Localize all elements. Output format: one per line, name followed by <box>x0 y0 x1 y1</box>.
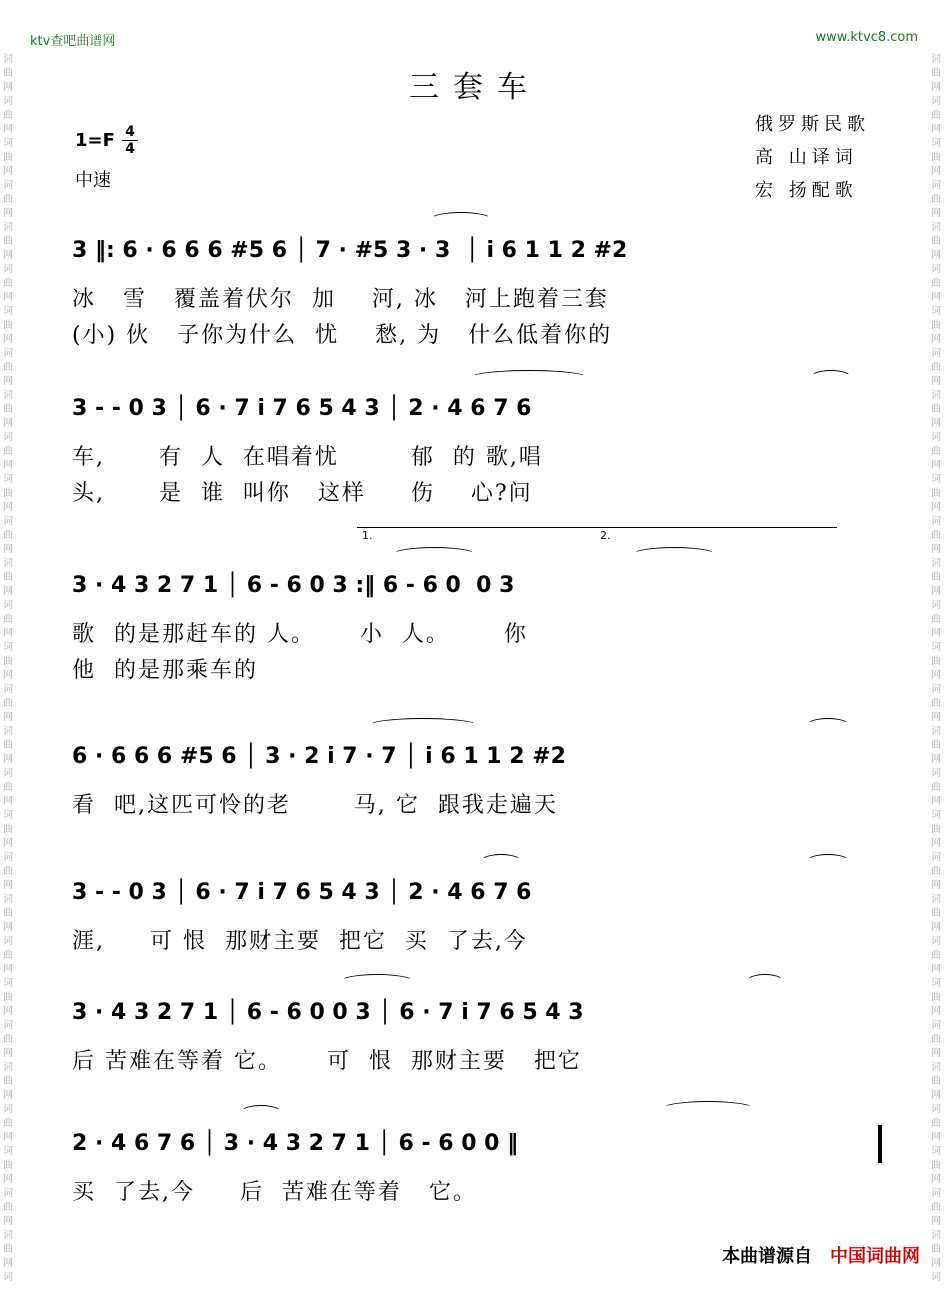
volta-second: 2. <box>600 529 611 542</box>
watermark-glyph: 词 <box>3 894 13 905</box>
watermark-glyph: 网 <box>931 628 941 639</box>
watermark-glyph: 网 <box>931 166 941 177</box>
watermark-glyph: 曲 <box>3 68 13 79</box>
watermark-glyph: 网 <box>3 166 13 177</box>
watermark-glyph: 曲 <box>931 362 941 373</box>
watermark-glyph: 曲 <box>931 782 941 793</box>
slur <box>806 718 850 733</box>
watermark-glyph: 网 <box>931 586 941 597</box>
lyric-line: 涯, 可 恨 那财主要 把它 买 了去,今 <box>72 929 528 954</box>
watermark-glyph: 曲 <box>3 1076 13 1087</box>
watermark-glyph: 曲 <box>3 698 13 709</box>
watermark-glyph: 网 <box>3 1174 13 1185</box>
watermark-glyph: 网 <box>3 544 13 555</box>
watermark-glyph: 曲 <box>931 740 941 751</box>
watermark-glyph: 网 <box>3 82 13 93</box>
watermark-glyph: 词 <box>931 1146 941 1157</box>
watermark-glyph: 网 <box>3 376 13 387</box>
watermark-glyph: 词 <box>3 516 13 527</box>
watermark-glyph: 曲 <box>3 194 13 205</box>
watermark-glyph: 网 <box>931 1258 941 1269</box>
notation-line: 3 - - 0 3 │ 6 · 7 i 7 6 5 4 3 │ 2 · 4 6 7 6 <box>72 880 532 905</box>
left-watermark-strip <box>0 0 22 1292</box>
watermark-glyph: 曲 <box>931 68 941 79</box>
notation-line: 2 · 4 6 7 6 │ 3 · 4 3 2 7 1 │ 6 - 6 0 0 ‖ <box>72 1131 519 1156</box>
lyric-line-verse-2: 头, 是 谁 叫你 这样 伤 心?问 <box>72 481 533 506</box>
watermark-glyph: 词 <box>3 558 13 569</box>
watermark-glyph: 词 <box>931 600 941 611</box>
slur <box>632 547 716 562</box>
watermark-glyph: 曲 <box>3 656 13 667</box>
watermark-glyph: 网 <box>931 82 941 93</box>
watermark-glyph: 词 <box>3 642 13 653</box>
watermark-glyph: 网 <box>3 670 13 681</box>
watermark-glyph: 词 <box>3 474 13 485</box>
watermark-glyph: 曲 <box>3 1244 13 1255</box>
watermark-glyph: 词 <box>931 894 941 905</box>
watermark-glyph: 词 <box>931 306 941 317</box>
watermark-glyph: 曲 <box>3 572 13 583</box>
watermark-glyph: 网 <box>3 1216 13 1227</box>
watermark-glyph: 网 <box>3 796 13 807</box>
watermark-glyph: 词 <box>931 684 941 695</box>
volta-first: 1. <box>362 529 373 542</box>
notation-line: 3 · 4 3 2 7 1 │ 6 - 6 0 3 :‖ 6 - 6 0 0 3 <box>72 573 515 598</box>
watermark-glyph: 网 <box>931 250 941 261</box>
watermark-glyph: 曲 <box>3 782 13 793</box>
watermark-glyph: 网 <box>931 334 941 345</box>
watermark-glyph: 词 <box>3 726 13 737</box>
notation-line: 3 - - 0 3 │ 6 · 7 i 7 6 5 4 3 │ 2 · 4 6 7 6 <box>72 396 532 421</box>
watermark-glyph: 网 <box>931 460 941 471</box>
watermark-glyph: 网 <box>931 1174 941 1185</box>
watermark-glyph: 网 <box>3 754 13 765</box>
watermark-glyph: 曲 <box>3 530 13 541</box>
watermark-glyph: 网 <box>931 544 941 555</box>
slur <box>430 212 492 227</box>
watermark-glyph: 曲 <box>931 824 941 835</box>
watermark-glyph: 词 <box>931 432 941 443</box>
watermark-glyph: 词 <box>3 432 13 443</box>
watermark-glyph: 曲 <box>3 992 13 1003</box>
watermark-glyph: 网 <box>931 1048 941 1059</box>
watermark-glyph: 网 <box>3 1006 13 1017</box>
watermark-glyph: 词 <box>931 1104 941 1115</box>
watermark-glyph: 曲 <box>931 1076 941 1087</box>
time-sig-bottom: 4 <box>125 141 135 157</box>
watermark-glyph: 曲 <box>3 1118 13 1129</box>
watermark-glyph: 词 <box>3 264 13 275</box>
watermark-glyph: 网 <box>931 712 941 723</box>
watermark-glyph: 曲 <box>931 110 941 121</box>
watermark-glyph: 网 <box>3 964 13 975</box>
watermark-glyph: 曲 <box>3 866 13 877</box>
watermark-glyph: 曲 <box>3 110 13 121</box>
watermark-glyph: 曲 <box>3 446 13 457</box>
watermark-glyph: 曲 <box>931 446 941 457</box>
watermark-glyph: 网 <box>931 754 941 765</box>
time-signature <box>122 124 138 157</box>
watermark-glyph: 曲 <box>931 194 941 205</box>
watermark-glyph: 词 <box>931 516 941 527</box>
watermark-glyph: 网 <box>931 1090 941 1101</box>
watermark-glyph: 曲 <box>3 278 13 289</box>
watermark-glyph: 词 <box>931 768 941 779</box>
watermark-glyph: 网 <box>3 1132 13 1143</box>
watermark-glyph: 网 <box>931 796 941 807</box>
watermark-glyph: 网 <box>3 1258 13 1269</box>
lyric-line-verse-2: (小) 伙 子你为什么 忧 愁, 为 什么低着你的 <box>72 323 613 348</box>
watermark-glyph: 词 <box>3 1062 13 1073</box>
watermark-glyph: 词 <box>3 1146 13 1157</box>
watermark-glyph: 网 <box>3 586 13 597</box>
watermark-glyph: 网 <box>3 1090 13 1101</box>
watermark-glyph: 曲 <box>931 530 941 541</box>
watermark-glyph: 词 <box>931 1272 941 1283</box>
watermark-glyph: 曲 <box>931 908 941 919</box>
watermark-glyph: 曲 <box>3 362 13 373</box>
final-barline <box>878 1125 882 1163</box>
notation-line: 3 ‖: 6 · 6 6 6 #5 6 │ 7 · #5 3 · 3 │ i 6 1 1 2 #2 <box>72 238 628 263</box>
watermark-glyph: 网 <box>931 922 941 933</box>
watermark-glyph: 词 <box>3 852 13 863</box>
watermark-glyph: 网 <box>931 376 941 387</box>
watermark-glyph: 词 <box>931 1230 941 1241</box>
watermark-glyph: 词 <box>931 348 941 359</box>
watermark-glyph: 网 <box>3 208 13 219</box>
slur <box>746 974 784 989</box>
watermark-glyph: 网 <box>3 292 13 303</box>
watermark-glyph: 词 <box>3 180 13 191</box>
watermark-glyph: 曲 <box>931 1118 941 1129</box>
watermark-glyph: 曲 <box>931 1244 941 1255</box>
right-watermark-strip <box>928 0 950 1292</box>
watermark-glyph: 词 <box>3 1272 13 1283</box>
key-signature: 1=F <box>75 130 115 151</box>
watermark-glyph: 词 <box>931 810 941 821</box>
watermark-glyph: 词 <box>931 390 941 401</box>
watermark-glyph: 曲 <box>3 152 13 163</box>
watermark-glyph: 词 <box>931 1062 941 1073</box>
watermark-glyph: 网 <box>931 838 941 849</box>
watermark-glyph: 词 <box>931 936 941 947</box>
watermark-glyph: 网 <box>931 502 941 513</box>
footer-site-name: 中国词曲网 <box>830 1246 920 1267</box>
volta-bracket <box>357 527 837 528</box>
credit-translator: 高 山译词 <box>755 147 858 168</box>
watermark-glyph: 曲 <box>931 572 941 583</box>
notation-line: 6 · 6 6 6 #5 6 │ 3 · 2 i 7 · 7 │ i 6 1 1 2 #2 <box>72 744 566 769</box>
song-title: 三套车 <box>409 70 541 105</box>
watermark-glyph: 词 <box>931 96 941 107</box>
slur <box>480 854 522 869</box>
watermark-glyph: 曲 <box>931 1160 941 1171</box>
slur <box>470 370 588 385</box>
watermark-glyph: 词 <box>3 348 13 359</box>
watermark-glyph: 曲 <box>3 236 13 247</box>
watermark-glyph: 曲 <box>3 824 13 835</box>
watermark-glyph: 网 <box>3 502 13 513</box>
watermark-glyph: 曲 <box>3 320 13 331</box>
credit-origin: 俄罗斯民歌 <box>755 114 870 135</box>
watermark-glyph: 曲 <box>931 488 941 499</box>
header-left-site: ktv查吧曲谱网 <box>30 34 116 49</box>
watermark-glyph: 网 <box>931 208 941 219</box>
watermark-glyph: 词 <box>3 810 13 821</box>
watermark-glyph: 曲 <box>3 1034 13 1045</box>
watermark-glyph: 词 <box>931 264 941 275</box>
footer-source <box>722 1242 920 1268</box>
watermark-glyph: 曲 <box>931 1034 941 1045</box>
watermark-glyph: 词 <box>931 726 941 737</box>
watermark-glyph: 词 <box>3 936 13 947</box>
watermark-glyph: 曲 <box>931 404 941 415</box>
watermark-glyph: 词 <box>931 1188 941 1199</box>
watermark-glyph: 曲 <box>3 1202 13 1213</box>
tempo-marking: 中速 <box>75 170 111 191</box>
watermark-glyph: 网 <box>931 964 941 975</box>
watermark-glyph: 网 <box>3 712 13 723</box>
watermark-glyph: 词 <box>3 978 13 989</box>
watermark-glyph: 词 <box>3 306 13 317</box>
header-right-url: www.ktvc8.com <box>815 30 918 45</box>
watermark-glyph: 词 <box>931 54 941 65</box>
watermark-glyph: 曲 <box>931 320 941 331</box>
watermark-glyph: 词 <box>931 1020 941 1031</box>
watermark-glyph: 词 <box>3 684 13 695</box>
slur <box>662 1101 754 1116</box>
slur <box>340 974 414 989</box>
watermark-glyph: 网 <box>3 1048 13 1059</box>
lyric-line-verse-1: 车, 有 人 在唱着忧 郁 的 歌,唱 <box>72 445 543 470</box>
watermark-glyph: 曲 <box>3 404 13 415</box>
time-sig-top: 4 <box>125 124 135 140</box>
watermark-glyph: 词 <box>3 138 13 149</box>
watermark-glyph: 词 <box>931 978 941 989</box>
watermark-glyph: 词 <box>3 1020 13 1031</box>
watermark-glyph: 曲 <box>931 236 941 247</box>
lyric-line-verse-2: 他 的是那乘车的 <box>72 658 258 683</box>
watermark-glyph: 词 <box>931 558 941 569</box>
watermark-glyph: 词 <box>3 1188 13 1199</box>
lyric-line-verse-1: 歌 的是那赶车的 人。 小 人。 你 <box>72 622 528 647</box>
slur <box>368 718 478 733</box>
watermark-glyph: 词 <box>3 1230 13 1241</box>
watermark-glyph: 词 <box>931 852 941 863</box>
watermark-glyph: 曲 <box>931 698 941 709</box>
slur <box>806 854 850 869</box>
notation-line: 3 · 4 3 2 7 1 │ 6 - 6 0 0 3 │ 6 · 7 i 7 6 5 4 3 <box>72 1000 584 1025</box>
lyric-line: 买 了去,今 后 苦难在等着 它。 <box>72 1180 477 1205</box>
watermark-glyph: 曲 <box>3 614 13 625</box>
watermark-glyph: 曲 <box>931 152 941 163</box>
watermark-glyph: 词 <box>3 1104 13 1115</box>
watermark-glyph: 词 <box>931 642 941 653</box>
watermark-glyph: 词 <box>3 96 13 107</box>
lyric-line-verse-1: 冰 雪 覆盖着伏尔 加 河, 冰 河上跑着三套 <box>72 287 609 312</box>
watermark-glyph: 词 <box>3 222 13 233</box>
watermark-glyph: 网 <box>931 1216 941 1227</box>
watermark-glyph: 曲 <box>3 1160 13 1171</box>
watermark-glyph: 词 <box>3 54 13 65</box>
slur <box>240 1105 282 1120</box>
watermark-glyph: 词 <box>931 222 941 233</box>
watermark-glyph: 曲 <box>931 278 941 289</box>
watermark-glyph: 词 <box>3 768 13 779</box>
watermark-glyph: 网 <box>931 1132 941 1143</box>
slur <box>810 370 852 385</box>
watermark-glyph: 网 <box>3 922 13 933</box>
watermark-glyph: 曲 <box>931 656 941 667</box>
watermark-glyph: 网 <box>3 250 13 261</box>
watermark-glyph: 词 <box>931 138 941 149</box>
watermark-glyph: 词 <box>3 390 13 401</box>
watermark-glyph: 网 <box>3 124 13 135</box>
watermark-glyph: 网 <box>3 418 13 429</box>
watermark-glyph: 网 <box>931 418 941 429</box>
watermark-glyph: 网 <box>931 880 941 891</box>
lyric-line: 后 苦难在等着 它。 可 恨 那财主要 把它 <box>72 1049 582 1074</box>
watermark-glyph: 网 <box>3 460 13 471</box>
watermark-glyph: 网 <box>3 334 13 345</box>
watermark-glyph: 网 <box>931 124 941 135</box>
watermark-glyph: 词 <box>3 600 13 611</box>
credit-arranger: 宏 扬配歌 <box>755 180 858 201</box>
watermark-glyph: 网 <box>931 670 941 681</box>
watermark-glyph: 网 <box>3 880 13 891</box>
watermark-glyph: 曲 <box>3 908 13 919</box>
watermark-glyph: 词 <box>931 180 941 191</box>
watermark-glyph: 曲 <box>3 950 13 961</box>
watermark-glyph: 网 <box>931 292 941 303</box>
watermark-glyph: 曲 <box>3 740 13 751</box>
watermark-glyph: 词 <box>931 474 941 485</box>
watermark-glyph: 曲 <box>931 950 941 961</box>
lyric-line: 看 吧,这匹可怜的老 马, 它 跟我走遍天 <box>72 793 558 818</box>
watermark-glyph: 网 <box>931 1006 941 1017</box>
footer-source-label: 本曲谱源自 <box>722 1246 812 1267</box>
slur <box>392 547 476 562</box>
watermark-glyph: 曲 <box>931 992 941 1003</box>
watermark-glyph: 曲 <box>931 866 941 877</box>
watermark-glyph: 网 <box>3 838 13 849</box>
watermark-glyph: 曲 <box>931 614 941 625</box>
watermark-glyph: 曲 <box>931 1202 941 1213</box>
watermark-glyph: 曲 <box>3 488 13 499</box>
watermark-glyph: 网 <box>3 628 13 639</box>
